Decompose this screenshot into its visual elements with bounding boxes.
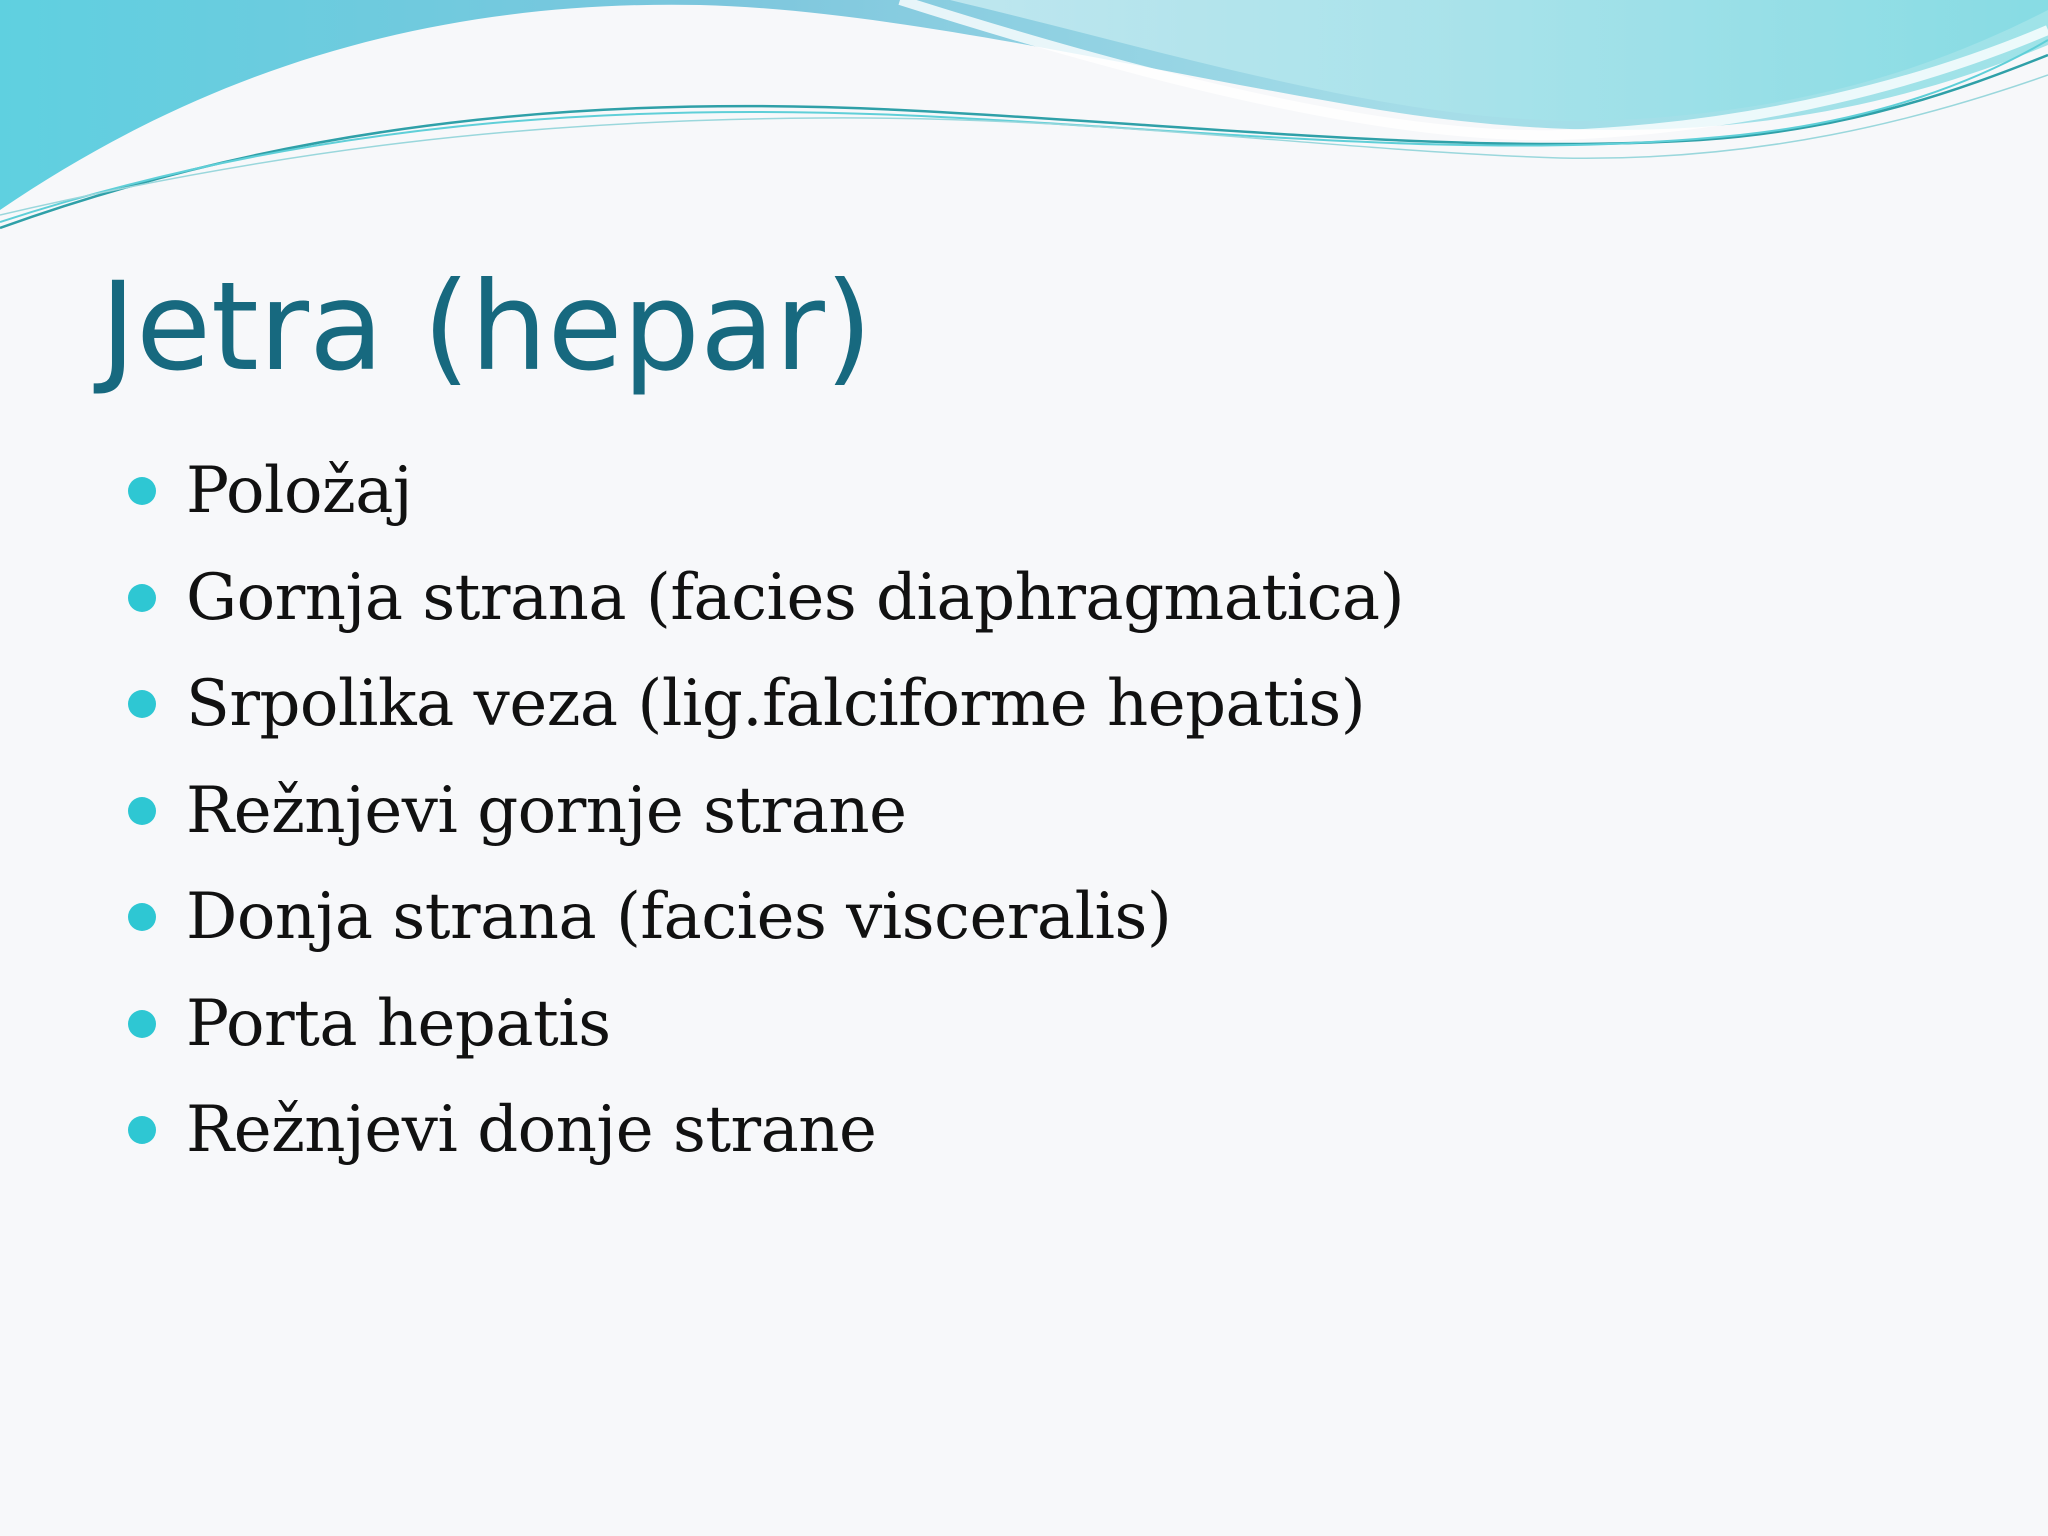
list-item	[128, 1077, 1404, 1184]
list-item	[128, 545, 1404, 652]
bullet-text: Porta hepatis	[186, 986, 611, 1061]
list-item	[128, 971, 1404, 1078]
list-item	[128, 758, 1404, 865]
bullet-dot-icon	[128, 690, 156, 718]
slide-title: Jetra (hepar)	[100, 256, 873, 398]
bullet-text: Gornja strana (facies diaphragmatica)	[186, 560, 1405, 635]
bullet-dot-icon	[128, 477, 156, 505]
bullet-text: Položaj	[186, 454, 413, 529]
list-item	[128, 864, 1404, 971]
bullet-text: Srpolika veza (lig.falciforme hepatis)	[186, 667, 1366, 742]
bullet-list	[128, 438, 1404, 1184]
list-item	[128, 438, 1404, 545]
bullet-dot-icon	[128, 797, 156, 825]
bullet-text: Režnjevi gornje strane	[186, 773, 907, 848]
wave-header-decoration	[0, 0, 2048, 240]
bullet-dot-icon	[128, 1116, 156, 1144]
bullet-dot-icon	[128, 1010, 156, 1038]
bullet-dot-icon	[128, 584, 156, 612]
list-item	[128, 651, 1404, 758]
bullet-dot-icon	[128, 903, 156, 931]
bullet-text: Režnjevi donje strane	[186, 1093, 877, 1168]
bullet-text: Donja strana (facies visceralis)	[186, 880, 1172, 955]
